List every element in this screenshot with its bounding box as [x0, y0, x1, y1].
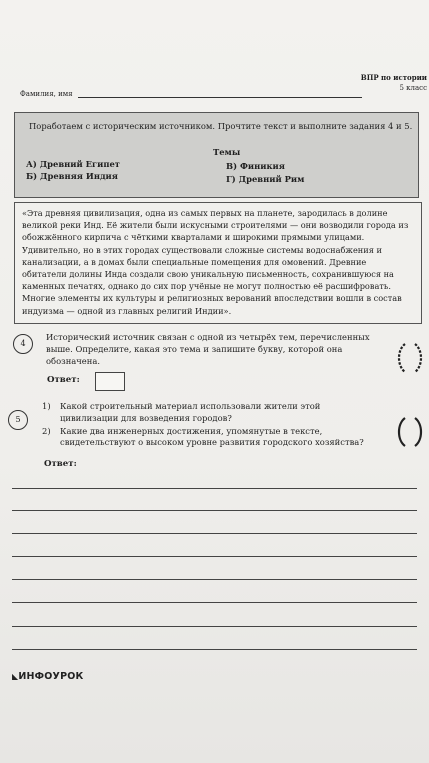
question-4-line: Исторический источник связан с одной из четырёх тем, перечисленных: [46, 332, 370, 342]
source-line: великой реки Инд. Её жители были искусными строителями — они возводили города из: [22, 220, 409, 231]
question-4-line: обозначена.: [46, 356, 100, 366]
question-5-list: [42, 401, 382, 450]
answer-line[interactable]: [12, 649, 417, 650]
source-text: [22, 207, 417, 317]
question-4-answer-box[interactable]: [95, 372, 125, 391]
themes-box: [14, 112, 419, 198]
source-line: каменных печатях, однако до сих пор учёные не могут полностью её расшифровать.: [22, 281, 391, 292]
question-5-item: [42, 401, 382, 425]
task-intro: Поработаем с историческим источником. Прочтите текст и выполните задания 4 и 5.: [29, 121, 413, 131]
name-field-line[interactable]: [78, 97, 362, 98]
themes-title: Темы: [213, 147, 241, 157]
item-line: Какие два инженерных достижения, упомянутые в тексте,: [60, 425, 323, 436]
question-4-line: выше. Определите, какая это тема и запишите букву, которой она: [46, 344, 343, 354]
name-label: Фамилия, имя: [20, 90, 73, 98]
question-5-item: [42, 426, 382, 450]
question-5-number: 5: [8, 410, 28, 430]
question-4-text: [46, 331, 386, 367]
source-line: «Эта древняя цивилизация, одна из самых первых на планете, зародилась в долине: [22, 208, 388, 218]
answer-line[interactable]: [12, 602, 417, 603]
theme-option-c: В) Финикия: [226, 161, 285, 171]
question-4-answer-label: Ответ:: [47, 375, 80, 385]
infourok-logo: [12, 671, 84, 682]
item-line: Какой строительный материал использовали жители этой: [60, 401, 321, 411]
subject-label: ВПР по истории: [360, 73, 427, 82]
source-line: Удивительно, но в этих городах существовали сложные системы водоснабжения и: [22, 244, 382, 255]
theme-option-b: Б) Древняя Индия: [26, 171, 118, 181]
header-right: [361, 72, 427, 94]
grade-label: 5 класс: [399, 84, 427, 92]
source-text-box: [14, 202, 422, 324]
answer-line[interactable]: [12, 579, 417, 580]
theme-option-d: Г) Древний Рим: [226, 174, 305, 184]
question-5-answer-label: Ответ:: [44, 459, 77, 469]
source-line: индуизма — одной из главных религий Индии».: [22, 305, 232, 316]
score-wreath-icon: [396, 340, 424, 376]
item-line: свидетельствуют о высоком уровне развития городского хозяйства?: [60, 437, 364, 448]
answer-line[interactable]: [12, 556, 417, 557]
theme-option-a: А) Древний Египет: [26, 159, 120, 169]
source-line: Многие элементы их культуры и религиозных верований впоследствии вошли в состав: [22, 293, 402, 304]
item-number: 1): [42, 401, 51, 411]
question-4-number: 4: [13, 334, 33, 354]
source-line: обожжённого кирпича с чёткими кварталами и широкими прямыми улицами.: [22, 232, 365, 243]
logo-text: ИНФОУРОК: [18, 671, 84, 682]
item-line: цивилизации для возведения городов?: [60, 412, 232, 423]
answer-line[interactable]: [12, 533, 417, 534]
answer-line[interactable]: [12, 488, 417, 489]
item-number: 2): [42, 425, 51, 436]
source-line: обитатели долины Инда создали свою уникальную письменность, сохранившуюся на: [22, 269, 394, 280]
answer-line[interactable]: [12, 626, 417, 627]
score-wreath-icon: [396, 414, 424, 450]
answer-line[interactable]: [12, 510, 417, 511]
source-line: канализации, а в домах были специальные помещения для омовений. Древние: [22, 256, 367, 267]
logo-mark-icon: ◣: [12, 672, 19, 681]
